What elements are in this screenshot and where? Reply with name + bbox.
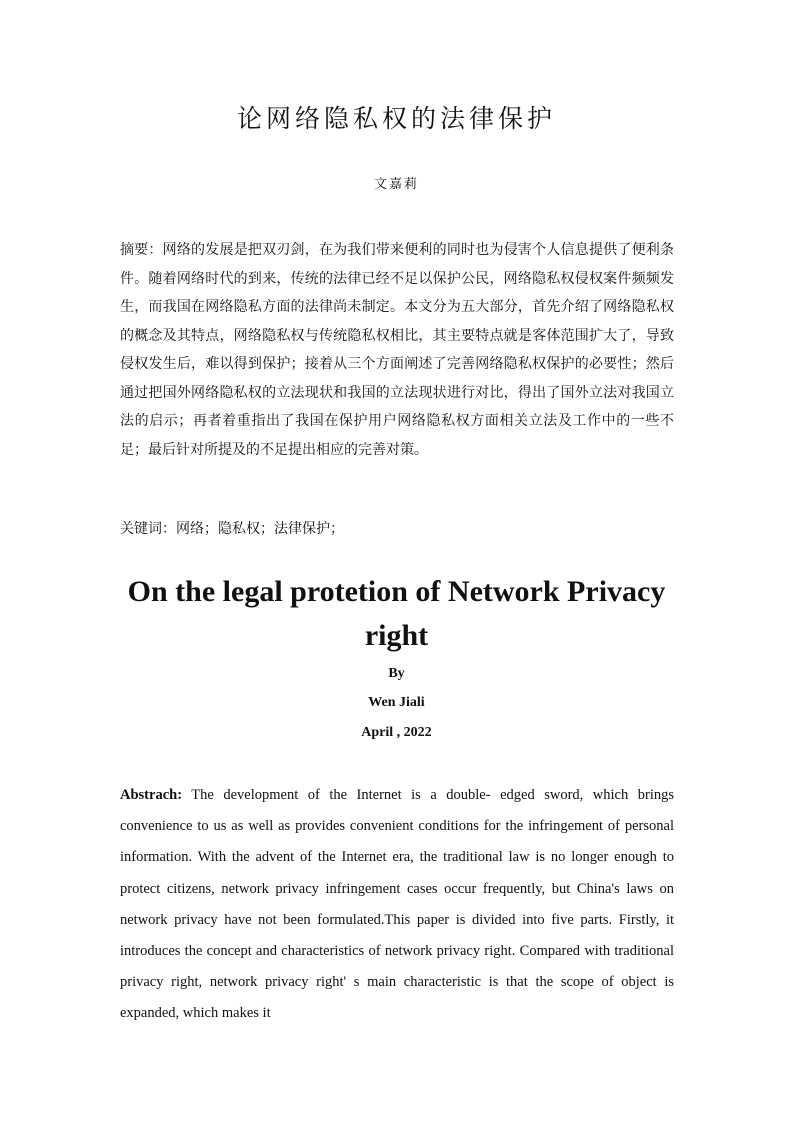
chinese-abstract-text: 网络的发展是把双刃剑，在为我们带来便利的同时也为侵害个人信息提供了便利条件。随着网络时代的到来，传统的法律已经不足以保护公民，网络隐私权侵权案件频频发生，而我国在网络隐私方面的法律尚未制定。本文分为五大部分，首先介绍了网络隐私权的概念及其特点，网络隐私权与传统隐私权相比，其主要特点就是客体范围扩大了，导致侵权发生后，难以得到保护；接着从三个方面阐述了完善网络隐私权保护的必要性；然后通过把国外网络隐私权的立法现状和我国的立法现状进行对比，得出了国外立法对我国立法的启示；再者着重指出了我国在保护用户网络隐私权方面相关立法及工作中的一些不足；最后针对所提及的不足提出相应的完善对策。 [120, 242, 675, 458]
english-date: April , 2022 [361, 725, 432, 740]
english-abstract-text: The development of the Internet is a double- edged sword, which brings convenience to us as well as provides convenient conditions for the infringement of personal information. With the advent of the Internet era, the traditional law is no longer enough to protect citizens, network privacy infringement cases occur frequently, but China's laws on network privacy have not been formulated.This paper is divided into five parts. Firstly, it introduces the concept and characteristics of network privacy right. Compared with traditional privacy right, network privacy right' s main characteristic is that the scope of object is expanded, which makes it [120, 787, 674, 1022]
english-author: Wen Jiali [368, 695, 425, 710]
chinese-abstract-label: 摘要： [120, 242, 163, 258]
english-by-line: By [388, 666, 405, 681]
chinese-author: 文嘉莉 [373, 177, 419, 192]
chinese-keywords-label: 关键词： [120, 521, 176, 537]
chinese-keywords [120, 517, 674, 541]
english-abstract [120, 780, 674, 1030]
chinese-keywords-text: 网络；隐私权；法律保护； [176, 521, 344, 537]
chinese-title: 论网络隐私权的法律保护 [236, 104, 556, 133]
english-abstract-label: Abstrach: [120, 787, 183, 803]
english-title: On the legal protetion of Network Privacy right [127, 575, 666, 652]
chinese-abstract [120, 236, 674, 464]
